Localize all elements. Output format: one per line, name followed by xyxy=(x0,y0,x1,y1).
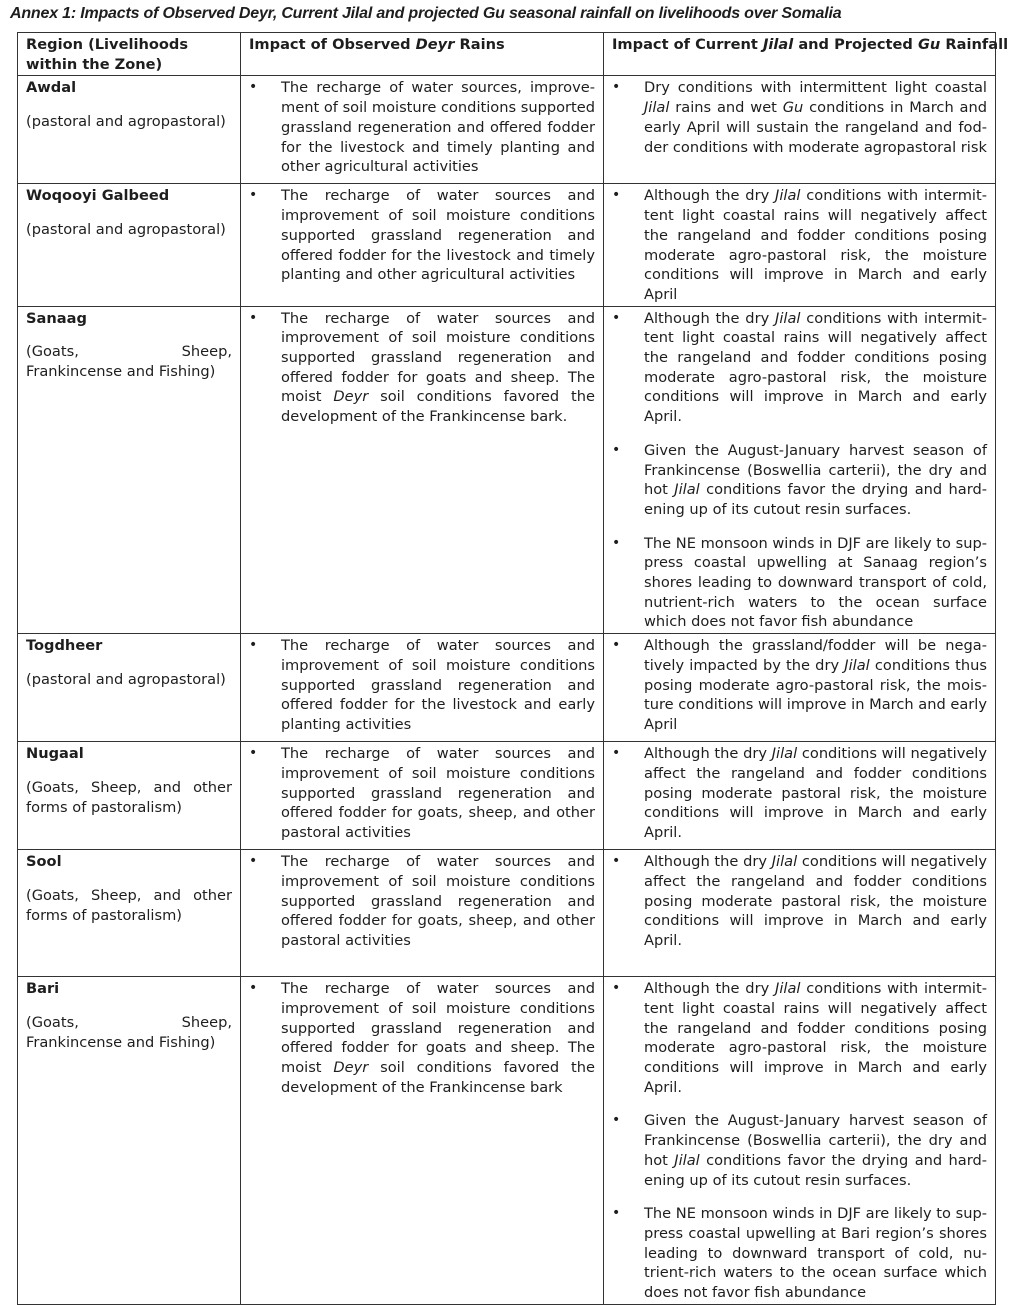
table-row xyxy=(18,306,996,634)
deyr-impact-cell xyxy=(241,634,604,742)
bullet-list xyxy=(612,979,987,1303)
region-livelihood: (pastoral and agropastoral) xyxy=(26,221,226,239)
bullet-list xyxy=(249,636,595,735)
bullet-list xyxy=(612,636,987,735)
bullet-item: • Dry conditions with intermittent light coastal Jilal rains and wet Gu conditions in March and early April will sustain the rangeland and fodder conditions with moderate agropastoral risk xyxy=(612,78,987,157)
bullet-item: • The recharge of water sources and improvement of soil moisture conditions supported grassland regeneration and offered fodder for goats, sheep, and other pastoral activities xyxy=(249,852,595,951)
header-gu-em: Gu xyxy=(917,36,941,53)
region-cell xyxy=(18,742,241,850)
bullet-list xyxy=(612,744,987,843)
table-row xyxy=(18,977,996,1305)
jilal-gu-impact-cell xyxy=(604,742,996,850)
bullet-list xyxy=(612,852,987,951)
region-name: Sool xyxy=(26,853,62,871)
jilal-gu-impact-cell xyxy=(604,76,996,184)
table-row xyxy=(18,184,996,306)
bullet-list xyxy=(249,979,595,1097)
bullet-item: • Although the dry Jilal conditions with intermittent light coastal rains will negatively affect the rangeland and fodder conditions posing moderate agro-pastoral risk, the moisture conditions will improve in March and early April. xyxy=(612,309,987,427)
jilal-gu-impact-cell xyxy=(604,850,996,977)
bullet-item: • Although the dry Jilal conditions with intermittent light coastal rains will negatively affect the rangeland and fodder conditions posing moderate agro-pastoral risk, the moisture conditions will improve in March and early April xyxy=(612,186,987,304)
region-cell xyxy=(18,184,241,306)
header-jilal-em: Jilal xyxy=(762,36,794,53)
bullet-list xyxy=(612,78,987,157)
bullet-item: • The NE monsoon winds in DJF are likely to suppress coastal upwelling at Sanaag region’s shores leading to downward transport of cold, nutrient-rich waters to the ocean surface which does not favor fish abundance xyxy=(612,534,987,633)
header-region: Region (Livelihoods within the Zone) xyxy=(18,33,241,76)
region-name: Awdal xyxy=(26,79,77,97)
header-deyr-impact xyxy=(241,33,604,76)
bullet-list xyxy=(249,744,595,843)
deyr-impact-cell xyxy=(241,184,604,306)
region-name: Sanaag xyxy=(26,309,87,327)
jilal-gu-impact-cell xyxy=(604,184,996,306)
bullet-list xyxy=(249,186,595,285)
region-cell xyxy=(18,76,241,184)
region-cell xyxy=(18,977,241,1305)
bullet-list xyxy=(249,309,595,427)
bullet-item: • The recharge of water sources and improvement of soil moisture conditions supported grassland regeneration and offered fodder for goats and sheep. The moist Deyr soil conditions favored the development of the Frankincense bark. xyxy=(249,309,595,427)
header-jilal-post: Rainfall xyxy=(940,36,1009,53)
header-jilal-gu-impact xyxy=(604,33,1009,76)
header-deyr-pre: Impact of Observed xyxy=(249,36,416,53)
header-jilal-mid: and Projected xyxy=(793,36,918,53)
table-header-row xyxy=(18,33,996,76)
bullet-item: • Although the dry Jilal conditions with intermittent light coastal rains will negatively affect the rangeland and fodder conditions posing moderate agro-pastoral risk, the moisture conditions will improve in March and early April. xyxy=(612,979,987,1097)
bullet-item: • The recharge of water sources, improvement of soil moisture conditions supported grassland regeneration and offered fodder for the livestock and timely planting and other agricultural activities xyxy=(249,78,595,177)
header-deyr-post: Rains xyxy=(454,36,505,53)
region-livelihood: (Goats, Sheep, Frankincense and Fishing) xyxy=(26,343,232,381)
region-cell xyxy=(18,850,241,977)
region-livelihood: (pastoral and agropastoral) xyxy=(26,113,226,131)
bullet-item: • The recharge of water sources and improvement of soil moisture conditions supported grassland regeneration and offered fodder for the livestock and early planting activities xyxy=(249,636,595,735)
bullet-item: • Although the dry Jilal conditions will negatively affect the rangeland and fodder conditions posing moderate pastoral risk, the moisture conditions will improve in March and early April. xyxy=(612,852,987,951)
region-name: Bari xyxy=(26,980,60,998)
region-livelihood: (Goats, Sheep, and other forms of pastoralism) xyxy=(26,778,232,816)
table-row xyxy=(18,850,996,977)
region-livelihood: (Goats, Sheep, and other forms of pastoralism) xyxy=(26,886,232,924)
header-deyr-em: Deyr xyxy=(415,36,455,53)
table-row xyxy=(18,634,996,742)
annex-title: Annex 1: Impacts of Observed Deyr, Current Jilal and projected Gu seasonal rainfall on livelihoods over Somalia xyxy=(10,5,842,22)
jilal-gu-impact-cell xyxy=(604,634,996,742)
table-row xyxy=(18,742,996,850)
bullet-item: • The recharge of water sources and improvement of soil moisture conditions supported grassland regeneration and offered fodder for goats and sheep. The moist Deyr soil conditions favored the development of the Frankincense bark xyxy=(249,979,595,1097)
bullet-list xyxy=(612,309,987,633)
deyr-impact-cell xyxy=(241,977,604,1305)
bullet-item: • Although the grassland/fodder will be negatively impacted by the dry Jilal conditions thus posing moderate agro-pastoral risk, the moisture conditions will improve in March and early April xyxy=(612,636,987,735)
deyr-impact-cell xyxy=(241,850,604,977)
deyr-impact-cell xyxy=(241,76,604,184)
bullet-list xyxy=(249,852,595,951)
bullet-item: • The NE monsoon winds in DJF are likely to suppress coastal upwelling at Bari region’s shores leading to downward transport of cold, nutrient-rich waters to the ocean surface which does not favor fish abundance xyxy=(612,1204,987,1303)
bullet-list xyxy=(249,78,595,177)
region-name: Woqooyi Galbeed xyxy=(26,187,170,205)
bullet-list xyxy=(612,186,987,304)
bullet-item: • The recharge of water sources and improvement of soil moisture conditions supported grassland regeneration and offered fodder for goats, sheep, and other pastoral activities xyxy=(249,744,595,843)
region-livelihood: (pastoral and agropastoral) xyxy=(26,670,226,688)
region-name: Nugaal xyxy=(26,745,84,763)
region-cell xyxy=(18,634,241,742)
bullet-item: • Given the August-January harvest season of Frankincense (Boswellia carterii), the dry and hot Jilal conditions favor the drying and hardening up of its cutout resin surfaces. xyxy=(612,1111,987,1190)
jilal-gu-impact-cell xyxy=(604,977,996,1305)
bullet-item: • Given the August-January harvest season of Frankincense (Boswellia carterii), the dry and hot Jilal conditions favor the drying and hardening up of its cutout resin surfaces. xyxy=(612,441,987,520)
region-cell xyxy=(18,306,241,634)
bullet-item: • Although the dry Jilal conditions will negatively affect the rangeland and fodder conditions posing moderate pastoral risk, the moisture conditions will improve in March and early April. xyxy=(612,744,987,843)
header-jilal-pre: Impact of Current xyxy=(612,36,763,53)
region-livelihood: (Goats, Sheep, Frankincense and Fishing) xyxy=(26,1013,232,1051)
bullet-item: • The recharge of water sources and improvement of soil moisture conditions supported grassland regeneration and offered fodder for the livestock and timely planting and other agricultural activities xyxy=(249,186,595,285)
deyr-impact-cell xyxy=(241,742,604,850)
jilal-gu-impact-cell xyxy=(604,306,996,634)
deyr-impact-cell xyxy=(241,306,604,634)
table-row xyxy=(18,76,996,184)
impacts-table xyxy=(17,32,1009,1305)
region-name: Togdheer xyxy=(26,637,103,655)
